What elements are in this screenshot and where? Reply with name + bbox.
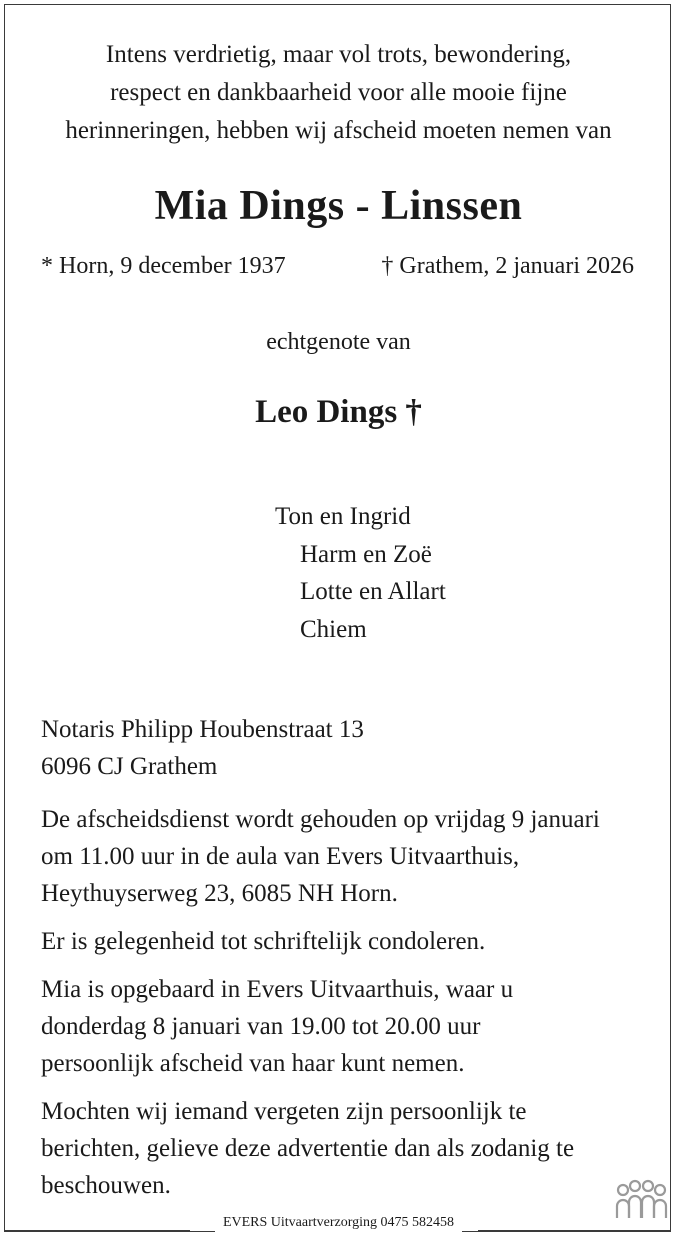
text-line: Mochten wij iemand vergeten zijn persoonlijk te (41, 1098, 527, 1125)
paragraph-viewing (41, 971, 647, 1082)
address-city: 6096 CJ Grathem (41, 753, 218, 780)
text-line: persoonlijk afscheid van haar kunt nemen. (41, 1050, 465, 1077)
paragraph-condolence (41, 923, 647, 960)
family-child: Chiem (300, 615, 367, 643)
intro-text (0, 36, 677, 150)
intro-line: herinneringen, hebben wij afscheid moeten nemen van (65, 117, 612, 144)
footer-rule-right (478, 1230, 671, 1231)
family-parents: Ton en Ingrid (275, 503, 411, 530)
address-block (41, 711, 364, 785)
text-line: donderdag 8 januari van 19.00 tot 20.00 uur (41, 1013, 481, 1040)
service-details (41, 801, 647, 1215)
footer-credit: EVERS Uitvaartverzorging 0475 582458 (215, 1214, 462, 1232)
text-line: De afscheidsdienst wordt gehouden op vrijdag 9 januari (41, 806, 600, 833)
intro-line: respect en dankbaarheid voor alle mooie fijne (110, 79, 567, 106)
paragraph-notice (41, 1093, 647, 1204)
text-line: Er is gelegenheid tot schriftelijk condoleren. (41, 928, 486, 955)
family-list (275, 498, 446, 648)
family-child: Lotte en Allart (300, 578, 446, 605)
birth-info: * Horn, 9 december 1937 (41, 253, 286, 279)
footer (0, 1214, 677, 1232)
spouse-label: echtgenote van (266, 329, 411, 355)
text-line: berichten, gelieve deze advertentie dan als zodanig te (41, 1135, 575, 1162)
death-info: † Grathem, 2 januari 2026 (381, 253, 634, 279)
text-line: om 11.00 uur in de aula van Evers Uitvaarthuis, (41, 843, 520, 870)
spouse-name: Leo Dings † (255, 394, 422, 430)
text-line: Mia is opgebaard in Evers Uitvaarthuis, waar u (41, 976, 514, 1003)
family-child: Harm en Zoë (300, 540, 432, 568)
intro-line: Intens verdrietig, maar vol trots, bewondering, (105, 41, 572, 68)
address-street: Notaris Philipp Houbenstraat 13 (41, 716, 364, 743)
text-line: beschouwen. (41, 1172, 171, 1199)
deceased-name: Mia Dings - Linssen (154, 183, 523, 229)
footer-rule-left (4, 1230, 190, 1231)
paragraph-service (41, 801, 647, 912)
text-line: Heythuyserweg 23, 6085 NH Horn. (41, 880, 398, 907)
